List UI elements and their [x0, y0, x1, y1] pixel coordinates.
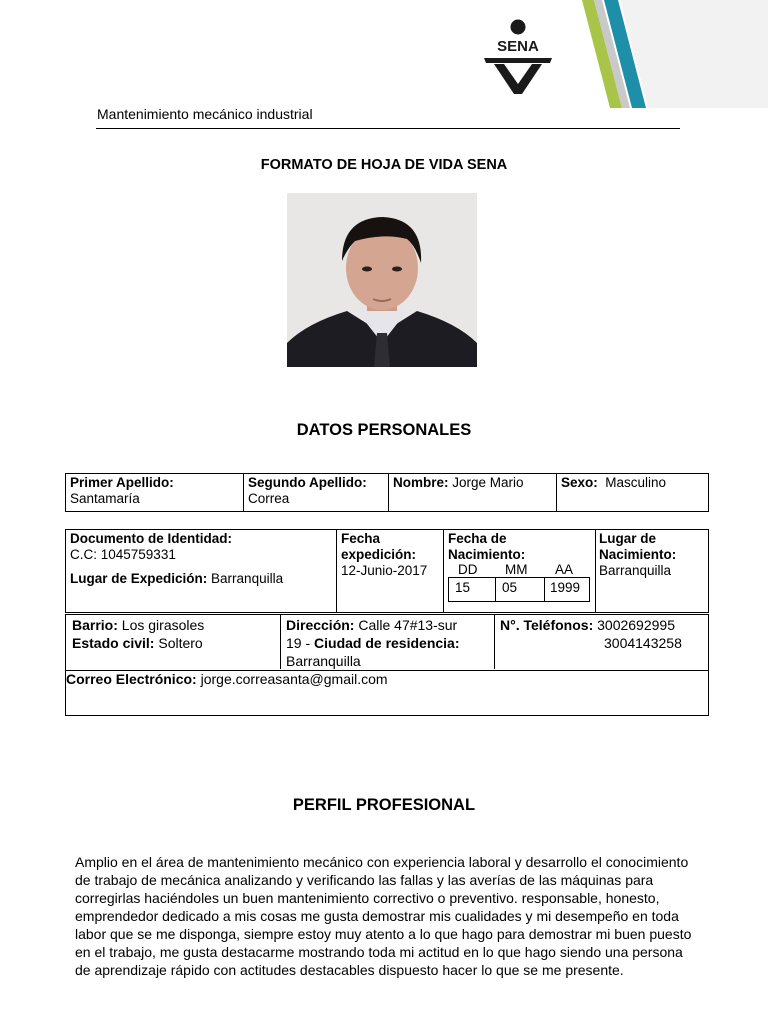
fecha-expedicion-label-2: expedición: [341, 547, 417, 562]
lugar-nacimiento-label-1: Lugar de [599, 531, 657, 546]
correo-label: Correo Electrónico: [66, 671, 197, 687]
documento-value: C.C: 1045759331 [70, 547, 176, 562]
course-subject: Mantenimiento mecánico industrial [97, 106, 313, 122]
fecha-expedicion-value: 12-Junio-2017 [341, 563, 428, 578]
fecha-expedicion-cell [341, 531, 427, 579]
sexo-value: Masculino [605, 475, 667, 490]
section-title-personal: DATOS PERSONALES [296, 421, 472, 439]
dd-value: 15 [455, 580, 471, 595]
nombre-label: Nombre: [393, 475, 449, 490]
fecha-nacimiento-label-2: Nacimiento: [448, 547, 526, 562]
aa-header: AA [555, 562, 574, 577]
segundo-apellido-value: Correa [248, 491, 290, 506]
profile-paragraph: Amplio en el área de mantenimiento mecánico con experiencia laboral y desarrollo el conocimiento de trabajo de mecánica analizando y verificando las fallas y las averías de las máquinas para corregirlas haciéndoles un buen mantenimiento correctivo o preventivo. responsable, honesto, emprendedor dedicado a mis cosas me gusta demostrar mis cualidades y mi desempeño en toda labor que se me disponga, siempre estoy muy atento a lo que hago para demostrar mi buen puesto en el trabajo, me gusta destacarme mostrando toda mi actitud en lo que hago siendo una persona de aprendizaje rápido con actitudes destacables dispuesto hacer lo que se me presente. [75, 854, 692, 978]
lugar-expedicion-value: Barranquilla [211, 571, 284, 586]
aa-value: 1999 [550, 580, 581, 595]
ciudad-label: Ciudad de residencia: [314, 635, 460, 651]
primer-apellido-cell [70, 475, 174, 507]
profile-photo [287, 193, 477, 367]
corner-stripes [580, 0, 768, 108]
telefono-value-2: 3004143258 [604, 635, 682, 651]
nombre-cell [393, 475, 524, 491]
segundo-apellido-cell [248, 475, 367, 507]
correo-cell [66, 670, 388, 688]
logo-text: SENA [497, 38, 539, 55]
identity-table [65, 529, 709, 613]
mm-value: 05 [502, 580, 518, 595]
sena-logo [480, 18, 560, 96]
documento-cell [70, 531, 283, 587]
barrio-cell [72, 616, 204, 652]
segundo-apellido-label: Segundo Apellido: [248, 475, 367, 490]
telefonos-label: N°. Teléfonos: [500, 617, 594, 633]
correo-value: jorge.correasanta@gmail.com [200, 671, 388, 687]
barrio-value: Los girasoles [121, 617, 205, 633]
primer-apellido-label: Primer Apellido: [70, 475, 174, 490]
estado-civil-value: Soltero [158, 635, 203, 651]
barrio-label: Barrio: [72, 617, 118, 633]
sexo-label: Sexo: [561, 475, 598, 490]
dd-header: DD [458, 562, 478, 577]
contact-table [65, 614, 709, 716]
lugar-nacimiento-value: Barranquilla [599, 563, 672, 578]
lugar-nacimiento-cell [599, 531, 676, 579]
direccion-cell [286, 616, 460, 670]
direccion-value-2: 19 - [286, 635, 311, 651]
section-title-profile: PERFIL PROFESIONAL [292, 796, 476, 814]
direccion-label: Dirección: [286, 617, 355, 633]
header-rule [96, 128, 680, 129]
estado-civil-label: Estado civil: [72, 635, 155, 651]
documento-label: Documento de Identidad: [70, 531, 232, 546]
direccion-value-1: Calle 47#13-sur [358, 617, 458, 633]
lugar-expedicion-label: Lugar de Expedición: [70, 571, 208, 586]
fecha-nacimiento-cell [448, 531, 525, 563]
primer-apellido-value: Santamaría [70, 491, 140, 506]
nombre-value: Jorge Mario [452, 475, 524, 490]
birthdate-box [448, 577, 590, 602]
ciudad-value: Barranquilla [286, 653, 361, 669]
fecha-expedicion-label-1: Fecha [341, 531, 381, 546]
telefonos-cell [500, 616, 675, 634]
fecha-nacimiento-label-1: Fecha de [448, 531, 507, 546]
mm-header: MM [505, 562, 528, 577]
document-title: FORMATO DE HOJA DE VIDA SENA [260, 157, 508, 173]
names-table [65, 473, 709, 512]
logo-head-dot [511, 20, 526, 35]
sexo-cell [561, 475, 666, 491]
lugar-nacimiento-label-2: Nacimiento: [599, 547, 677, 562]
telefono-value-1: 3002692995 [597, 617, 675, 633]
